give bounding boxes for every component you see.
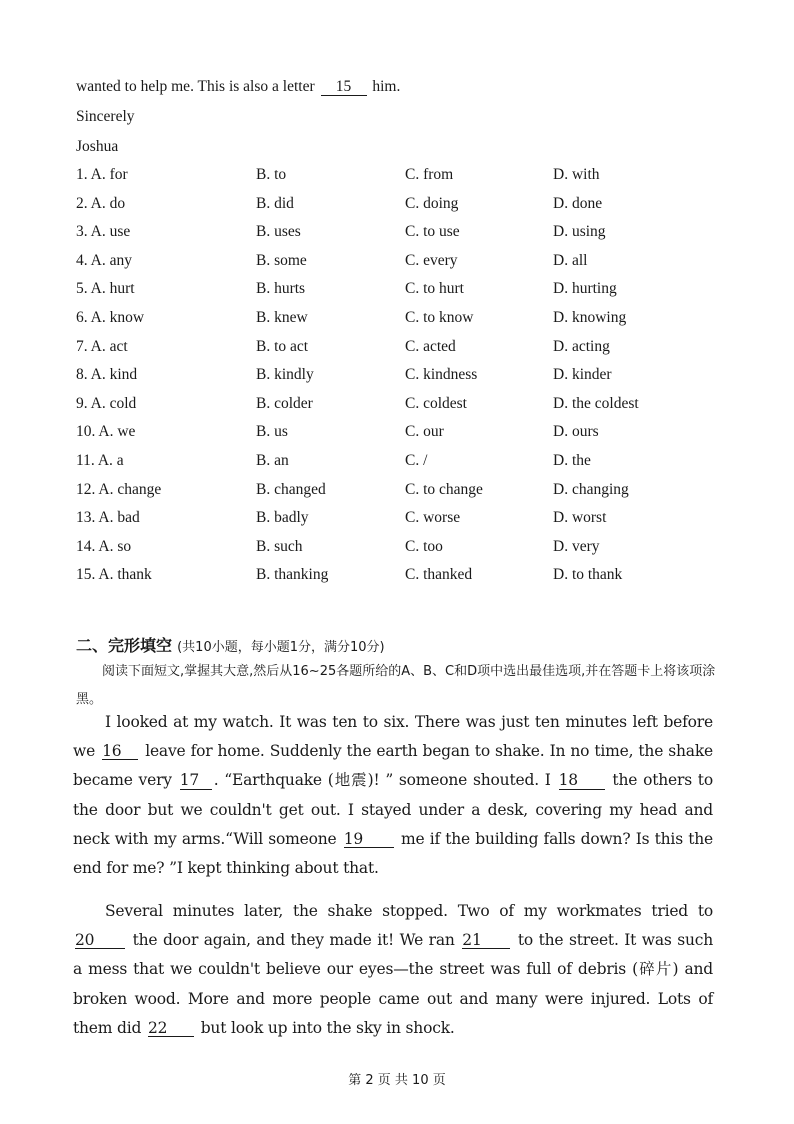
- section-instructions: 阅读下面短文,掌握其大意,然后从16~25各题所给的A、B、C和D项中选出最佳选项,并在答题卡上将该项涂黑。: [76, 664, 716, 707]
- option-b: B. uses: [256, 223, 301, 241]
- option-d: D. worst: [553, 509, 607, 527]
- passage-paragraph-2: [73, 897, 713, 1043]
- option-d: D. very: [553, 537, 600, 555]
- option-c: C. coldest: [405, 394, 467, 412]
- blank-22: 22: [148, 1020, 194, 1037]
- option-c: C. every: [405, 251, 458, 269]
- option-a: 14. A. so: [76, 537, 132, 555]
- option-b: B. did: [256, 194, 294, 212]
- option-a: 8. A. kind: [76, 366, 138, 384]
- blank-18: 18: [559, 772, 605, 789]
- option-a: 11. A. a: [76, 451, 124, 469]
- section-note: (共10小题，每小题1分，满分10分): [177, 640, 385, 655]
- blank-20: 20: [75, 932, 125, 949]
- option-c: C. acted: [405, 337, 456, 355]
- passage-text: I looked at my watch. It was ten to six. There was just ten minutes left before we: [73, 713, 713, 761]
- option-d: D. done: [553, 194, 603, 212]
- blank-15: 15: [321, 79, 367, 96]
- passage-paragraph-1: [73, 708, 713, 883]
- options-list: [76, 166, 736, 595]
- letter-last-line: [76, 78, 400, 96]
- section-heading: 二、完形填空: [76, 636, 173, 655]
- option-a: 10. A. we: [76, 423, 136, 441]
- section-title: [76, 633, 385, 656]
- option-a: 4. A. any: [76, 251, 132, 269]
- passage-text: the others to the door but we couldn't get out. I stayed under a desk, covering my head and neck with my arms.“Will someone: [73, 771, 713, 848]
- option-b: B. badly: [256, 509, 309, 527]
- option-row: [76, 195, 736, 224]
- passage-text: leave for home. Suddenly the earth began to shake. In no time, the shake became very: [73, 742, 713, 790]
- option-b: B. hurts: [256, 280, 306, 298]
- option-d: D. knowing: [553, 308, 627, 326]
- option-c: C. to change: [405, 480, 483, 498]
- option-b: B. changed: [256, 480, 326, 498]
- option-row: [76, 338, 736, 367]
- option-row: [76, 423, 736, 452]
- option-d: D. kinder: [553, 366, 612, 384]
- option-c: C. worse: [405, 509, 461, 527]
- option-a: 9. A. cold: [76, 394, 137, 412]
- option-d: D. acting: [553, 337, 610, 355]
- passage-text: the door again, and they made it! We ran: [132, 931, 455, 950]
- option-b: B. us: [256, 423, 288, 441]
- option-d: D. ours: [553, 423, 599, 441]
- option-a: 12. A. change: [76, 480, 162, 498]
- option-b: B. to: [256, 166, 287, 183]
- letter-closing: Sincerely: [76, 108, 135, 125]
- option-c: C. kindness: [405, 366, 478, 384]
- option-c: C. /: [405, 451, 428, 469]
- passage-text: but look up into the sky in shock.: [200, 1018, 455, 1037]
- option-row: [76, 509, 736, 538]
- option-b: B. colder: [256, 394, 313, 412]
- option-a: 3. A. use: [76, 223, 131, 241]
- blank-17: 17: [180, 772, 212, 789]
- option-d: D. to thank: [553, 566, 623, 584]
- option-d: D. changing: [553, 480, 629, 498]
- option-row: [76, 566, 736, 595]
- option-b: B. knew: [256, 308, 308, 326]
- passage-text: Several minutes later, the shake stopped. Two of my workmates tried to: [105, 902, 713, 920]
- blank-21: 21: [462, 932, 510, 949]
- option-b: B. some: [256, 251, 307, 269]
- letter-signature: Joshua: [76, 138, 119, 155]
- option-b: B. thanking: [256, 566, 329, 584]
- letter-text: wanted to help me. This is also a letter: [76, 78, 315, 95]
- option-d: D. the: [553, 451, 591, 469]
- option-b: B. kindly: [256, 366, 314, 384]
- passage-text: me if the building falls down? Is this the end for me? ”I kept thinking about that.: [73, 829, 713, 878]
- passage-text: to the street. It was such a mess that we couldn't believe our eyes—the street was full of debris (碎片) and broken wood. More and more people came out and many were injured. Lots of them did: [73, 931, 714, 1037]
- option-row: [76, 166, 736, 195]
- option-row: [76, 252, 736, 281]
- option-b: B. such: [256, 537, 303, 555]
- blank-19: 19: [344, 831, 394, 848]
- option-d: D. using: [553, 223, 606, 241]
- option-row: [76, 481, 736, 510]
- option-a: 7. A. act: [76, 337, 128, 355]
- option-row: [76, 309, 736, 338]
- option-row: [76, 395, 736, 424]
- option-d: D. all: [553, 251, 588, 269]
- option-a: 5. A. hurt: [76, 280, 135, 298]
- option-a: 15. A. thank: [76, 566, 152, 584]
- option-row: [76, 366, 736, 395]
- option-c: C. from: [405, 166, 454, 183]
- option-c: C. to use: [405, 223, 460, 241]
- option-a: 13. A. bad: [76, 509, 140, 527]
- blank-16: 16: [102, 743, 138, 760]
- option-row: [76, 280, 736, 309]
- option-a: 6. A. know: [76, 308, 145, 326]
- option-b: B. an: [256, 451, 289, 469]
- option-d: D. the coldest: [553, 394, 639, 412]
- option-c: C. too: [405, 537, 443, 555]
- option-row: [76, 538, 736, 567]
- option-d: D. hurting: [553, 280, 617, 298]
- option-d: D. with: [553, 166, 600, 183]
- page-number: 第 2 页 共 10 页: [348, 1073, 446, 1088]
- option-c: C. to hurt: [405, 280, 464, 298]
- option-row: [76, 452, 736, 481]
- option-c: C. our: [405, 423, 444, 441]
- option-a: 1. A. for: [76, 166, 128, 183]
- letter-text-after: him.: [372, 78, 401, 95]
- option-c: C. thanked: [405, 566, 473, 584]
- passage-text: . “Earthquake (地震)! ” someone shouted. I: [213, 771, 551, 790]
- option-row: [76, 223, 736, 252]
- option-c: C. to know: [405, 308, 474, 326]
- option-a: 2. A. do: [76, 194, 126, 212]
- option-c: C. doing: [405, 194, 459, 212]
- option-b: B. to act: [256, 337, 309, 355]
